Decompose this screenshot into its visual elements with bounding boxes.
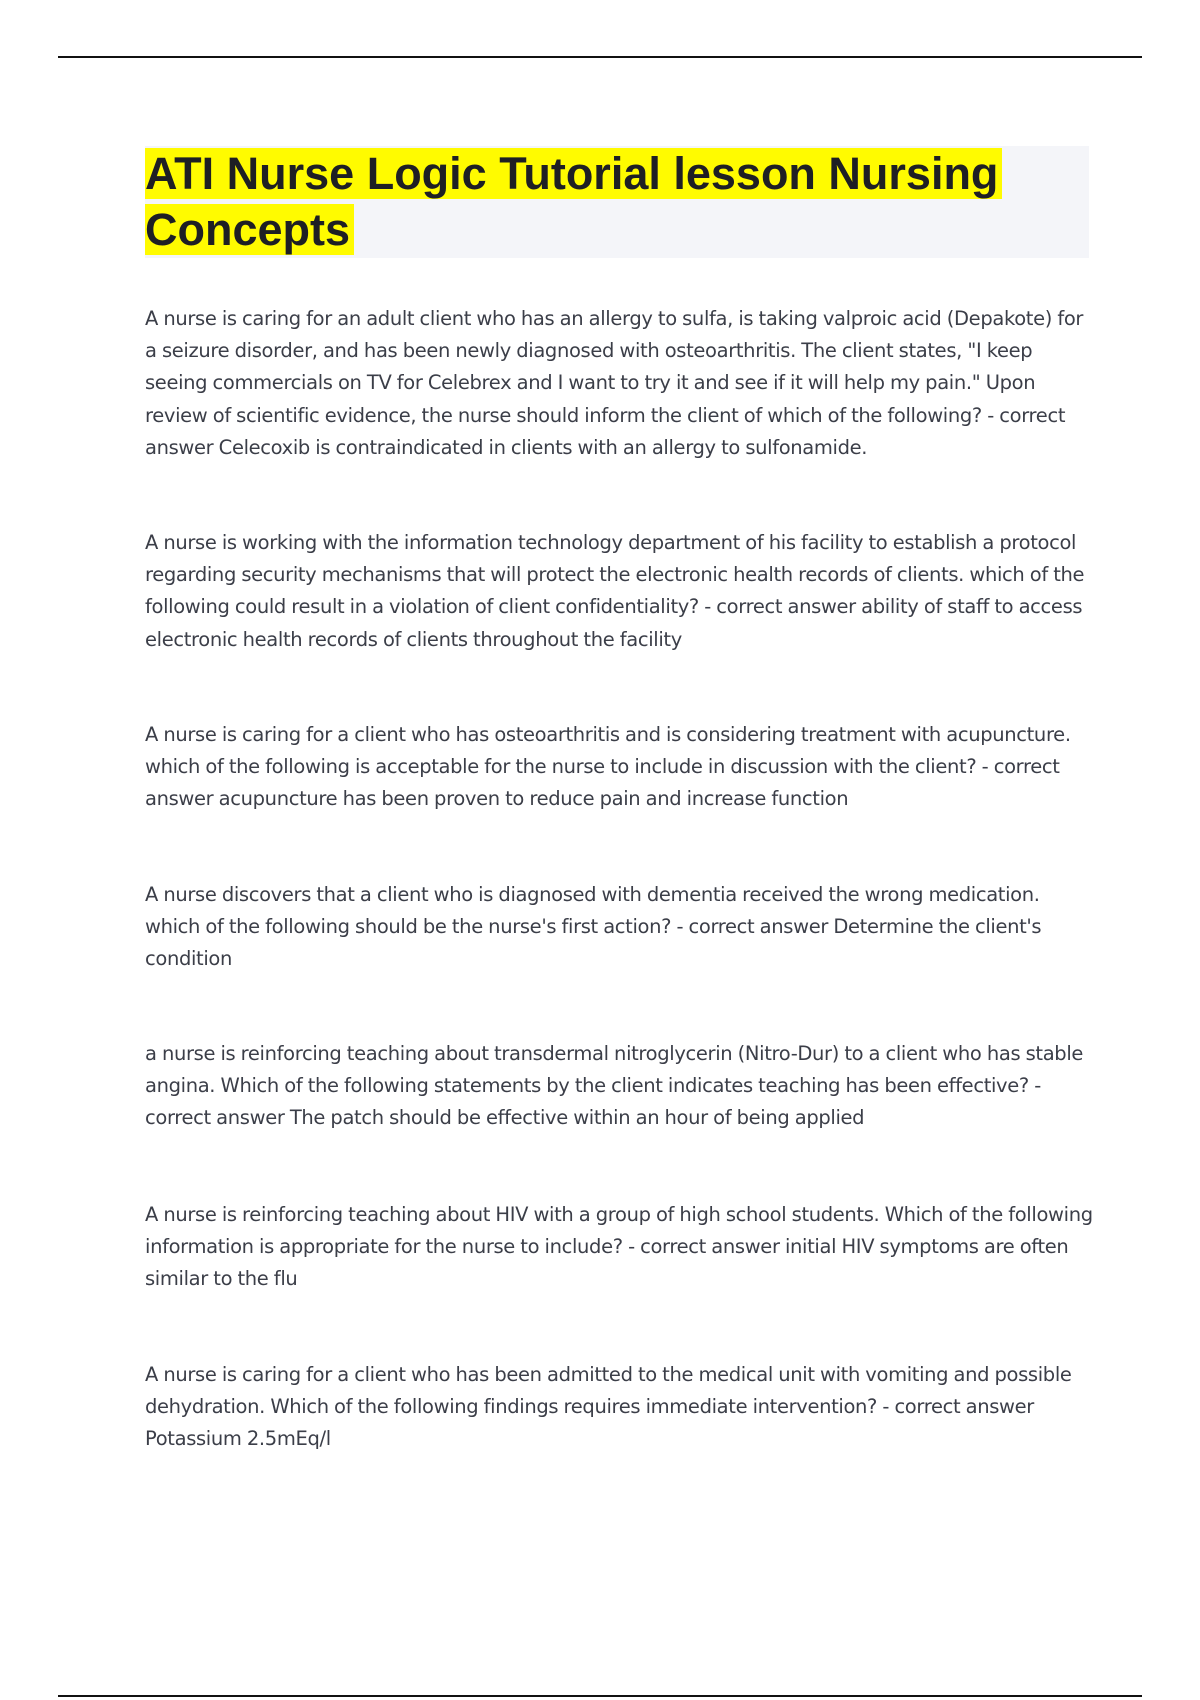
question-answer-item: a nurse is reinforcing teaching about transdermal nitroglycerin (Nitro-Dur) to a client who has stable angina. Which of the following statements by the client indicates teaching has been effective? - correct answer The patch should be effective within an hour of being applied — [145, 1042, 1084, 1130]
question-answer-item: A nurse is reinforcing teaching about HIV with a group of high school students. Which of the following information is appropriate for the nurse to include? - correct answer initial HIV symptoms are often similar to the flu — [145, 1203, 1093, 1291]
question-answer-item: A nurse is working with the information technology department of his facility to establish a protocol regarding security mechanisms that will protect the electronic health records of clients. which of the following could result in a violation of client confidentiality? - correct answer ability of staff to access electronic health records of clients throughout the facility — [145, 531, 1085, 651]
title-block — [145, 146, 1089, 258]
question-answer-item: A nurse is caring for an adult client who has an allergy to sulfa, is taking valproic acid (Depakote) for a seizure disorder, and has been newly diagnosed with osteoarthritis. The client states, "I keep seeing commercials on TV for Celebrex and I want to try it and see if it will help my pain." Upon review of scientific evidence, the nurse should inform the client of which of the following? - correct answer Celecoxib is contraindicated in clients with an allergy to sulfonamide. — [145, 307, 1084, 459]
top-rule — [58, 56, 1142, 58]
document-title — [145, 146, 1089, 258]
question-answer-item: A nurse is caring for a client who has been admitted to the medical unit with vomiting and possible dehydration. Which of the following findings requires immediate intervention? - correct answer Potassium 2.5mEq/l — [145, 1363, 1072, 1451]
bottom-rule — [58, 1695, 1142, 1697]
question-answer-item: A nurse is caring for a client who has osteoarthritis and is considering treatment with acupuncture. which of the following is acceptable for the nurse to include in discussion with the client? - correct answer acupuncture has been proven to reduce pain and increase function — [145, 723, 1071, 811]
title-highlight: ATI Nurse Logic Tutorial lesson Nursing Concepts — [145, 148, 1002, 255]
question-answer-item: A nurse discovers that a client who is diagnosed with dementia received the wrong medication. which of the following should be the nurse's first action? - correct answer Determine the client's condition — [145, 883, 1042, 971]
